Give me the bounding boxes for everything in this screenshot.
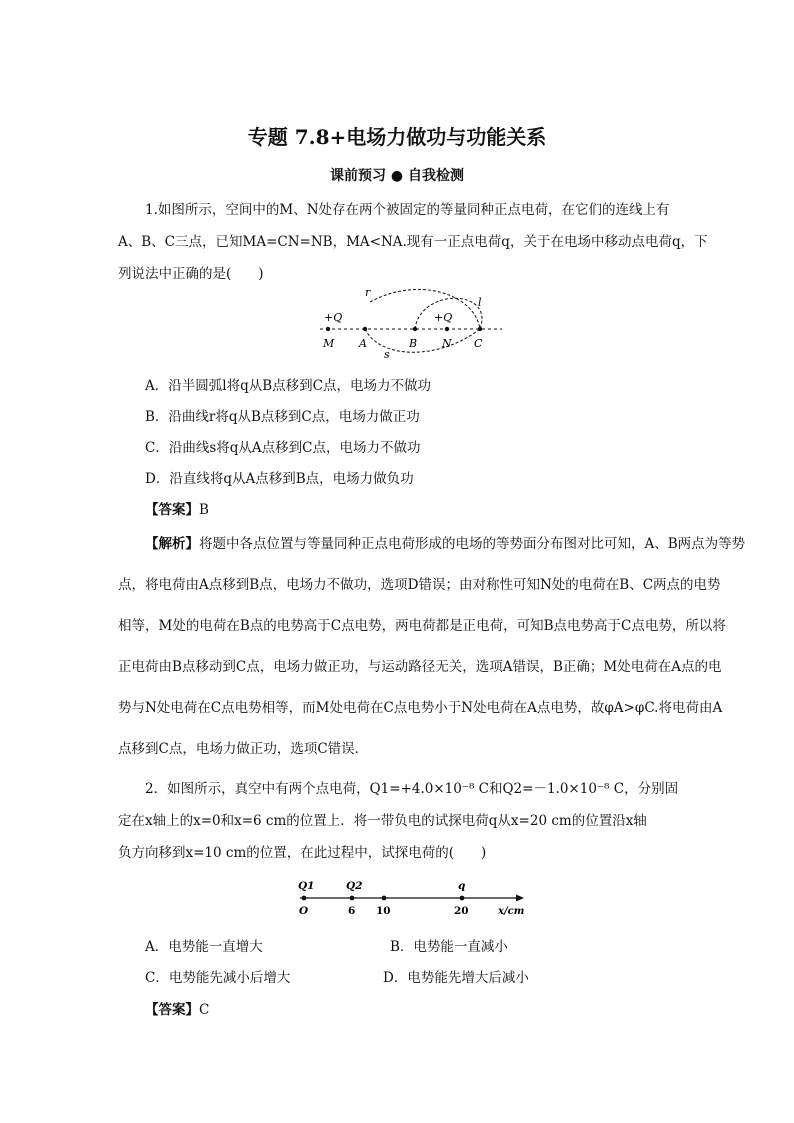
q1-stem-line-3: 列说法中正确的是( ) <box>118 266 264 282</box>
q1-charge-figure <box>310 280 510 360</box>
curve-label-l: l <box>478 296 482 309</box>
q2-option-b: B．电势能一直减小 <box>390 939 508 955</box>
answer-label: 【答案】 <box>145 1002 199 1018</box>
q1-analysis-line-1: 【解析】将题中各点位置与等量同种正点电荷形成的电场的等势面分布图对比可知，A、B两点为等势 <box>145 536 746 552</box>
analysis-label: 【解析】 <box>145 536 199 552</box>
axis-label: x/cm <box>498 906 525 917</box>
answer-value: B <box>199 502 209 518</box>
point-label-N: N <box>442 337 452 350</box>
point-B-dot <box>413 327 417 331</box>
q2-option-c: C．电势能先减小后增大 <box>145 970 291 986</box>
label-Q1: Q1 <box>298 880 315 892</box>
q2-answer <box>145 998 209 1018</box>
x10-dot <box>382 896 387 901</box>
point-A-dot <box>363 327 367 331</box>
q1-stem-line-1: 1.如图所示，空间中的M、N处存在两个被固定的等量同种正点电荷，在它们的连线上有 <box>145 202 670 218</box>
answer-value: C <box>199 1002 210 1018</box>
q1-analysis-line-2: 点，将电荷由A点移到B点，电场力不做功，选项D错误；由对称性可知N处的电荷在B、C两点的电势 <box>118 577 721 593</box>
charge-label-N: +Q <box>434 311 453 324</box>
tick-6: 6 <box>348 905 356 917</box>
charge-label-M: +Q <box>324 311 343 324</box>
q2-axis-figure <box>290 874 530 920</box>
q1-analysis-line-6: 点移到C点，电场力做正功，选项C错误． <box>118 741 369 757</box>
q1-analysis-line-4: 正电荷由B点移动到C点，电场力做正功，与运动路径无关，选项A错误，B正确；M处电荷在A点的电 <box>118 659 722 675</box>
Q1-dot <box>302 896 307 901</box>
label-Q2: Q2 <box>346 880 363 892</box>
page-title: 专题 7.8+电场力做功与功能关系 <box>247 125 547 149</box>
q2-stem-line-1: 2．如图所示，真空中有两个点电荷，Q1=+4.0×10⁻⁸ C和Q2=－1.0×10⁻⁸ C，分别固 <box>145 781 679 797</box>
tick-O: O <box>299 905 309 917</box>
q2-option-a: A．电势能一直增大 <box>145 939 263 955</box>
curve-label-r: r <box>365 286 371 299</box>
q1-option-a: A．沿半圆弧l将q从B点移到C点，电场力不做功 <box>145 378 431 394</box>
Q2-dot <box>350 896 355 901</box>
q2-stem-line-3: 负方向移到x=10 cm的位置，在此过程中，试探电荷的( ) <box>118 845 487 861</box>
q1-option-c: C．沿曲线s将q从A点移到C点，电场力不做功 <box>145 440 421 456</box>
q1-analysis-line-3: 相等，M处的电荷在B点的电势高于C点电势，两电荷都是正电荷，可知B点电势高于C点电势，所以将 <box>118 618 726 634</box>
point-label-C: C <box>474 337 483 350</box>
answer-label: 【答案】 <box>145 502 199 518</box>
q2-stem-line-2: 定在x轴上的x=0和x=6 cm的位置上．将一带负电的试探电荷q从x=20 cm的位置沿x轴 <box>118 813 647 829</box>
q1-stem-line-2: A、B、C三点，已知MA=CN=NB，MA<NA.现有一正点电荷q，关于在电场中移动点电荷q，下 <box>118 234 708 250</box>
q2-option-d: D．电势能先增大后减小 <box>383 970 529 986</box>
point-label-A: A <box>359 337 367 350</box>
axis-arrow-icon <box>516 895 524 902</box>
point-M-dot <box>326 327 330 331</box>
q-dot <box>460 896 465 901</box>
tick-10: 10 <box>376 905 391 917</box>
label-q: q <box>458 880 466 892</box>
tick-20: 20 <box>454 905 469 917</box>
q1-answer <box>145 498 209 518</box>
section-subtitle: 课前预习 ● 自我检测 <box>330 168 464 184</box>
point-C-dot <box>478 327 482 331</box>
point-label-B: B <box>409 337 418 350</box>
q1-option-b: B．沿曲线r将q从B点移到C点，电场力做正功 <box>145 409 420 425</box>
point-label-M: M <box>323 337 335 350</box>
point-N-dot <box>445 327 449 331</box>
curve-label-s: s <box>384 348 390 360</box>
q1-analysis-line-5: 势与N处电荷在C点电势相等，而M处电荷在C点电势小于N处电荷在A点电势，故φA>φC.将电荷由A <box>118 700 723 716</box>
q1-option-d: D．沿直线将q从A点移到B点，电场力做负功 <box>145 471 414 487</box>
